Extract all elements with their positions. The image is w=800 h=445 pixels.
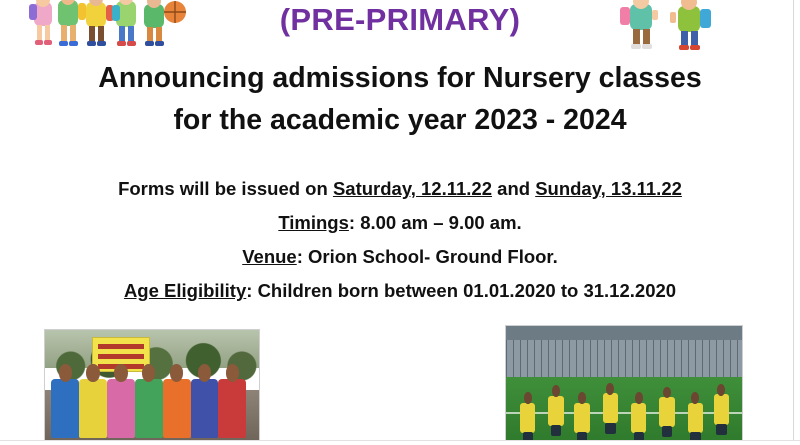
age-eligibility-value: : Children born between 01.01.2020 to 31.12.2020 <box>246 280 677 301</box>
venue-row <box>0 240 800 274</box>
photo-turf <box>506 377 742 442</box>
children-outdoor-photo-content <box>45 330 259 442</box>
photo-child <box>218 379 246 437</box>
photo-child <box>79 379 107 437</box>
photo-child <box>163 379 191 437</box>
announcement-line-2: for the academic year 2023 - 2024 <box>173 104 627 136</box>
forms-date-1: Saturday, 12.11.22 <box>332 178 493 199</box>
page-title <box>0 57 800 141</box>
photo-child <box>51 379 79 437</box>
forms-label: Forms will be issued on <box>118 178 333 199</box>
photo-child <box>603 393 618 423</box>
page-edge-bottom <box>0 440 800 445</box>
pre-primary-heading: (PRE-PRIMARY) <box>279 2 521 37</box>
photo-child <box>191 379 219 437</box>
photo-child <box>107 379 135 437</box>
forms-conjunction: and <box>492 178 536 199</box>
timings-value: : 8.00 am – 9.00 am. <box>348 212 522 233</box>
age-eligibility-label: Age Eligibility <box>123 280 247 301</box>
photo-wall <box>506 326 742 340</box>
photo-child <box>659 397 674 427</box>
children-playground-photo-content <box>506 326 742 442</box>
age-eligibility-row <box>0 274 800 308</box>
announcement-line-1: Announcing admissions for Nursery classes <box>98 62 702 94</box>
photo-child <box>631 403 646 433</box>
page-edge-right <box>793 0 800 445</box>
photo-child <box>688 403 703 433</box>
venue-label: Venue <box>242 246 297 267</box>
children-playground-photo <box>505 325 743 443</box>
timings-label: Timings <box>278 212 349 233</box>
photo-child <box>714 394 729 424</box>
venue-value: : Orion School- Ground Floor. <box>296 246 558 267</box>
forms-date-2: Sunday, 13.11.22 <box>535 178 682 199</box>
photo-field-line <box>506 412 742 414</box>
photo-child <box>574 403 589 433</box>
photo-child <box>548 396 563 426</box>
forms-issue-row <box>0 172 800 206</box>
photo-child <box>520 403 535 433</box>
children-outdoor-photo <box>44 329 260 443</box>
photo-child <box>135 379 163 437</box>
details-block <box>0 172 800 308</box>
timings-row <box>0 206 800 240</box>
